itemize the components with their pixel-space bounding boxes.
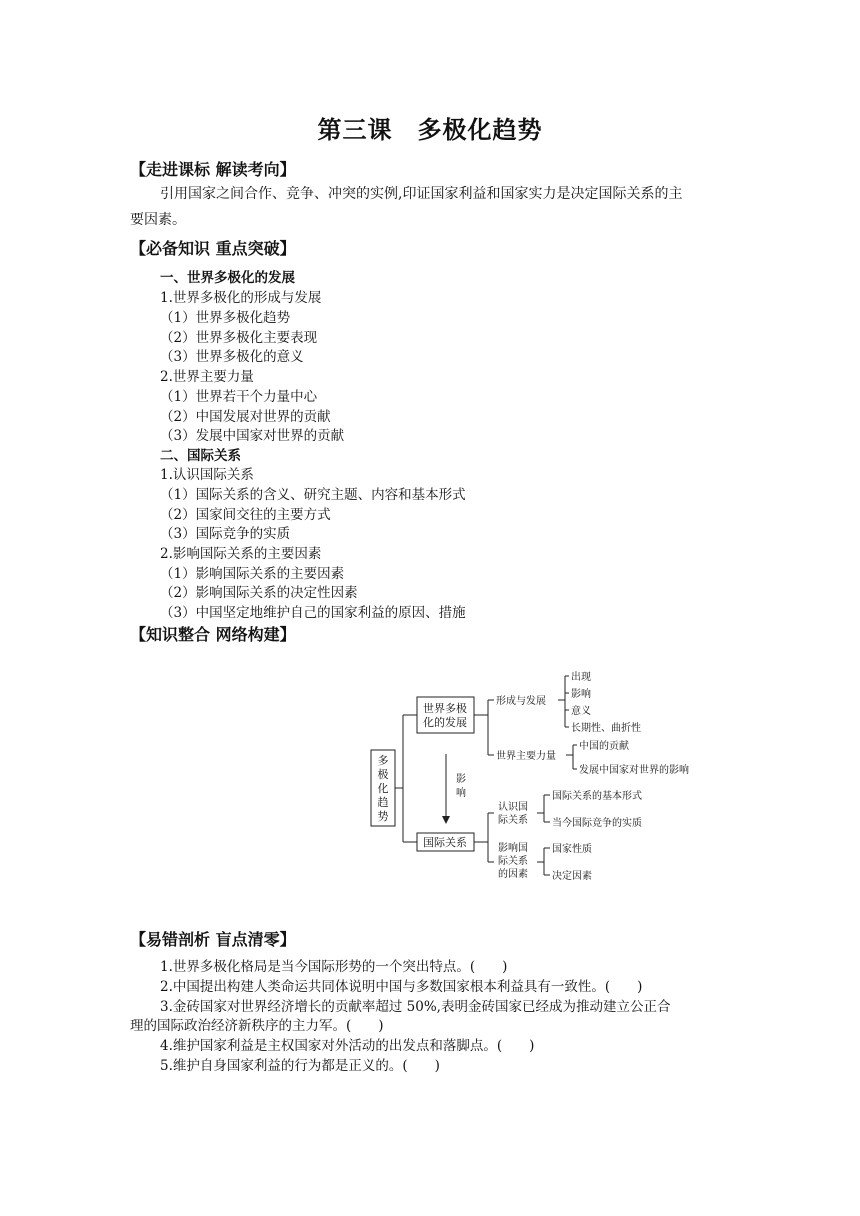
knowledge-item: （3）世界多极化的意义	[160, 349, 304, 365]
knowledge-item: 1.世界多极化的形成与发展	[160, 290, 322, 306]
page-title: 第三课 多极化趋势	[317, 116, 543, 144]
root-char: 化	[377, 782, 389, 795]
knowledge-item: （2）国家间交往的主要方式	[160, 507, 331, 523]
intro-line-1: 引用国家之间合作、竞争、冲突的实例,印证国家利益和国家实力是决定国际关系的主	[160, 186, 683, 202]
error-question: 2.中国提出构建人类命运共同体说明中国与多数国家根本利益具有一致性。( )	[160, 979, 643, 995]
intro-line-2: 要因素。	[130, 212, 186, 228]
influence-label-char: 影	[456, 774, 466, 785]
leaf-item: 中国的贡献	[579, 741, 629, 752]
section-heading-curriculum: 【走进课标 解读考向】	[130, 160, 296, 179]
knowledge-item: 2.影响国际关系的主要因素	[160, 546, 322, 562]
error-question: 1.世界多极化格局是当今国际形势的一个突出特点。( )	[160, 959, 508, 975]
knowledge-heading-1: 一、世界多极化的发展	[160, 270, 295, 286]
leaf-item: 发展中国家对世界的影响	[579, 765, 689, 776]
knowledge-item: （1）世界多极化趋势	[160, 310, 291, 326]
leaf-item: 当今国际竞争的实质	[552, 818, 642, 829]
section-heading-network: 【知识整合 网络构建】	[130, 625, 296, 644]
root-char: 势	[377, 810, 389, 823]
leaf-item: 影响	[571, 689, 591, 700]
root-char: 多	[377, 754, 389, 767]
leaf-item: 意义	[571, 706, 591, 717]
leaf-item: 国家性质	[552, 844, 592, 855]
root-char: 趋	[377, 796, 389, 809]
leaf-item: 国际关系的基本形式	[552, 791, 642, 802]
knowledge-item: （1）国际关系的含义、研究主题、内容和基本形式	[160, 487, 466, 503]
knowledge-item: 1.认识国际关系	[160, 467, 254, 483]
branch-main-forces: 世界主要力量	[496, 751, 556, 762]
branch-understand-ir-line: 认识国	[498, 802, 528, 813]
branch-factors-line: 的因素	[498, 869, 528, 880]
leaf-item: 出现	[571, 672, 591, 683]
error-question: 4.维护国家利益是主权国家对外活动的出发点和落脚点。( )	[160, 1038, 535, 1054]
section-heading-knowledge: 【必备知识 重点突破】	[130, 239, 296, 258]
section-heading-errors: 【易错剖析 盲点清零】	[130, 930, 296, 949]
error-question: 3.金砖国家对世界经济增长的贡献率超过 50%,表明金砖国家已经成为推动建立公正合	[160, 999, 671, 1015]
error-question: 5.维护自身国家利益的行为都是正义的。( )	[160, 1058, 440, 1074]
knowledge-network-diagram	[360, 660, 740, 890]
knowledge-item: （3）发展中国家对世界的贡献	[160, 428, 345, 444]
node-world-multipolar-line2: 化的发展	[423, 716, 467, 729]
leaf-item: 决定因素	[552, 871, 592, 882]
branch-factors-line: 际关系	[498, 856, 528, 867]
node-world-multipolar-line1: 世界多极	[423, 702, 467, 715]
knowledge-item: （3）中国坚定地维护自己的国家利益的原因、措施	[160, 605, 466, 621]
knowledge-item: （2）中国发展对世界的贡献	[160, 409, 331, 425]
node-international-relations: 国际关系	[423, 836, 467, 849]
knowledge-item: （2）影响国际关系的决定性因素	[160, 585, 358, 601]
error-question-cont: 理的国际政治经济新秩序的主力军。( )	[130, 1018, 384, 1034]
knowledge-item: （2）世界多极化主要表现	[160, 330, 318, 346]
root-char: 极	[377, 768, 389, 781]
knowledge-item: （1）世界若干个力量中心	[160, 389, 318, 405]
knowledge-item: （1）影响国际关系的主要因素	[160, 566, 345, 582]
branch-formation-development: 形成与发展	[496, 696, 546, 707]
influence-label-char: 响	[456, 788, 466, 799]
knowledge-item: 2.世界主要力量	[160, 369, 254, 385]
leaf-item: 长期性、曲折性	[571, 723, 641, 734]
knowledge-heading-2: 二、国际关系	[160, 448, 241, 464]
branch-understand-ir-line: 际关系	[498, 815, 528, 826]
branch-factors-line: 影响国	[498, 843, 528, 854]
knowledge-item: （3）国际竞争的实质	[160, 526, 291, 542]
